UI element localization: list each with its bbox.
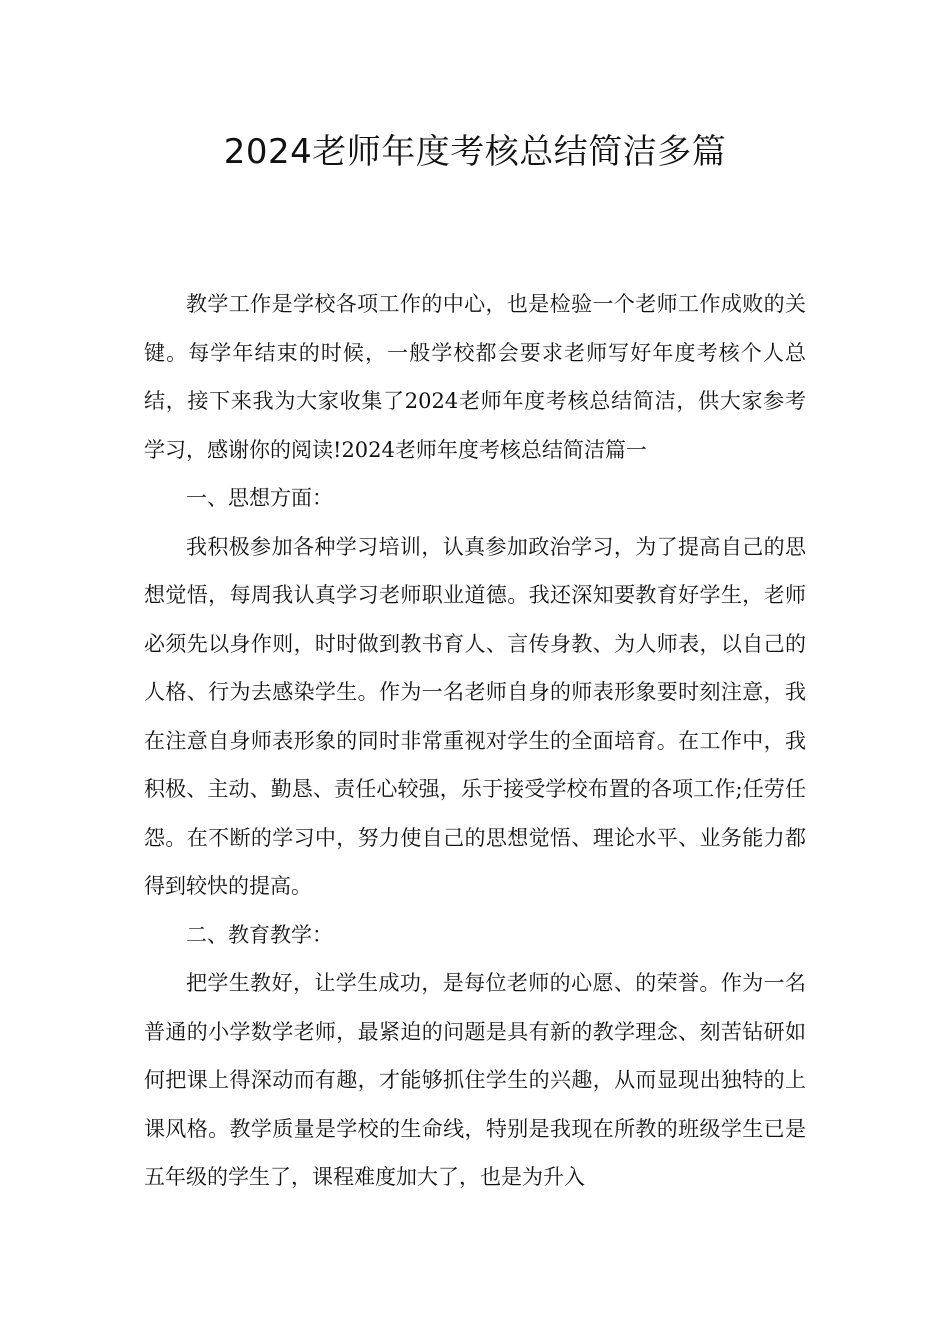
paragraph-intro: 教学工作是学校各项工作的中心，也是检验一个老师工作成败的关键。每学年结束的时候，一般学校都会要求老师写好年度考核个人总结，接下来我为大家收集了2024老师年度考核总结简洁，供大家参考学习，感谢你的阅读!2024老师年度考核总结简洁篇一 (144, 292, 806, 462)
section-heading-teaching: 二、教育教学： (186, 922, 333, 947)
document-title: 2024老师年度考核总结简洁多篇 (223, 132, 727, 172)
paragraph-teaching: 把学生教好，让学生成功，是每位老师的心愿、的荣誉。作为一名普通的小学数学老师，最紧迫的问题是具有新的教学理念、刻苦钻研如何把课上得深动而有趣，才能够抓住学生的兴趣，从而显现出独特的上课风格。教学质量是学校的生命线，特别是我现在所教的班级学生已是五年级的学生了，课程难度加大了，也是为升入 (144, 971, 806, 1189)
section-heading-thought: 一、思想方面： (186, 486, 333, 510)
paragraph-thought: 我积极参加各种学习培训，认真参加政治学习，为了提高自己的思想觉悟，每周我认真学习老师职业道德。我还深知要教育好学生，老师必须先以身作则，时时做到教书育人、言传身教、为人师表，以自己的人格、行为去感染学生。作为一名老师自身的师表形象要时刻注意，我在注意自身师表形象的同时非常重视对学生的全面培育。在工作中，我积极、主动、勤恳、责任心较强，乐于接受学校布置的各项工作;任劳任怨。在不断的学习中，努力使自己的思想觉悟、理论水平、业务能力都得到较快的提高。 (144, 534, 806, 898)
document-body (144, 280, 806, 1202)
